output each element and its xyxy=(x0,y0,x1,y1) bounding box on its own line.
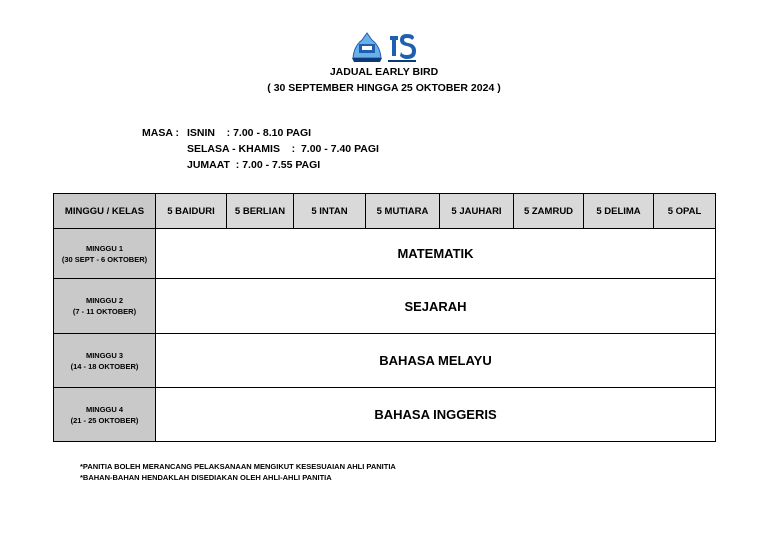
week-dates: (30 SEPT - 6 OKTOBER) xyxy=(61,254,148,264)
subject-cell: MATEMATIK xyxy=(156,229,716,279)
subject-cell: BAHASA INGGERIS xyxy=(156,388,716,442)
class-header: 5 OPAL xyxy=(654,194,716,229)
class-header: 5 BAIDURI xyxy=(156,194,227,229)
class-header: 5 MUTIARA xyxy=(366,194,440,229)
header-corner-cell: MINGGU / KELAS xyxy=(54,194,156,229)
masa-line-selasa-khamis: SELASA - KHAMIS : 7.00 - 7.40 PAGI xyxy=(187,143,379,155)
table-row xyxy=(54,334,716,388)
week-dates: (21 - 25 OKTOBER) xyxy=(70,415,139,425)
masa-label: MASA : xyxy=(142,127,179,139)
schedule-table xyxy=(53,193,716,442)
table-row xyxy=(54,388,716,442)
masa-line-jumaat: JUMAAT : 7.00 - 7.55 PAGI xyxy=(187,159,321,171)
subject-cell: BAHASA MELAYU xyxy=(156,334,716,388)
class-header: 5 DELIMA xyxy=(584,194,654,229)
class-header: 5 INTAN xyxy=(294,194,366,229)
footnotes xyxy=(80,461,396,483)
subject-cell: SEJARAH xyxy=(156,279,716,334)
footnote: *PANITIA BOLEH MERANCANG PELAKSANAAN MENGIKUT KESESUAIAN AHLI PANITIA xyxy=(80,462,396,471)
week-cell xyxy=(54,229,156,279)
class-header: 5 BERLIAN xyxy=(227,194,294,229)
page-subtitle: ( 30 SEPTEMBER HINGGA 25 OKTOBER 2024 ) xyxy=(267,82,501,94)
week-dates: (7 - 11 OKTOBER) xyxy=(72,307,137,316)
week-label: MINGGU 1 xyxy=(85,243,124,253)
week-label: MINGGU 4 xyxy=(85,404,124,414)
table-row xyxy=(54,229,716,279)
week-label: MINGGU 3 xyxy=(85,350,124,360)
class-header: 5 ZAMRUD xyxy=(514,194,584,229)
week-cell xyxy=(54,279,156,334)
school-crest-icon xyxy=(352,33,382,62)
week-dates: (14 - 18 OKTOBER) xyxy=(70,361,139,371)
masa-line-isnin: ISNIN : 7.00 - 8.10 PAGI xyxy=(187,127,312,139)
week-cell xyxy=(54,334,156,388)
table-row xyxy=(54,279,716,334)
header-logos xyxy=(350,30,420,64)
week-label: MINGGU 2 xyxy=(85,296,124,305)
logos-svg xyxy=(350,30,420,64)
class-header: 5 JAUHARI xyxy=(440,194,514,229)
page-title: JADUAL EARLY BIRD xyxy=(329,66,439,78)
school-monogram-logo-icon xyxy=(388,32,416,62)
table-header-row xyxy=(54,194,716,229)
footnote: *BAHAN-BAHAN HENDAKLAH DISEDIAKAN OLEH AHLI-AHLI PANITIA xyxy=(80,473,332,482)
week-cell xyxy=(54,388,156,442)
